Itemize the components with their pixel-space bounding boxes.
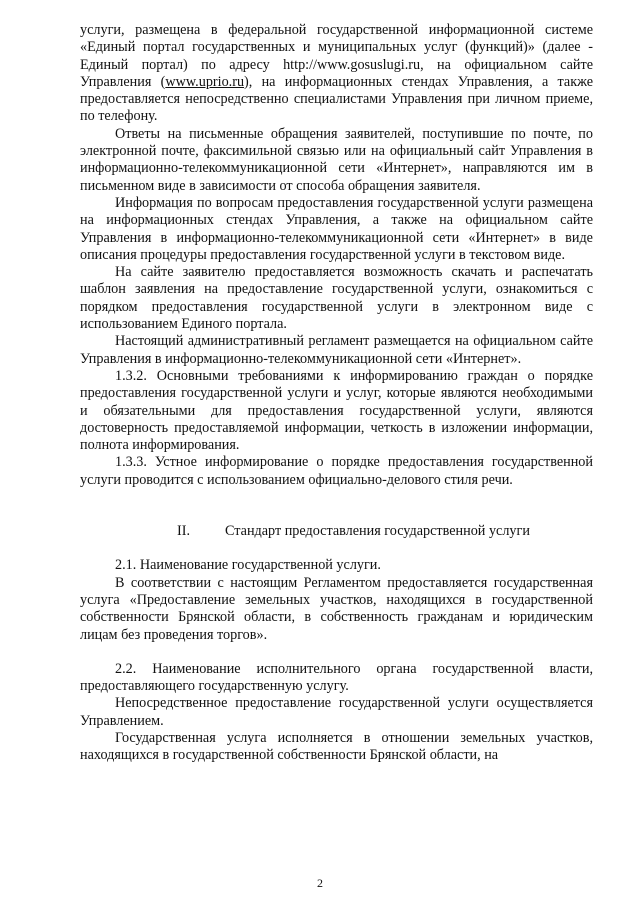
page-number: 2 — [317, 876, 323, 890]
paragraph-service-name: В соответствии с настоящим Регламентом предоставляется государственная услуга «Предоставление земельных участков, находящихся в государственной собственности Брянской области, в собственность гражданам и юридическим лицам без проведения торгов». — [80, 574, 593, 643]
paragraph-2-2: 2.2. Наименование исполнительного органа государственной власти, предоставляющего государственную услугу. — [80, 660, 593, 695]
paragraph-site-template: На сайте заявителю предоставляется возможность скачать и распечатать шаблон заявления на предоставление государственной услуги, ознакомиться с порядком предоставления государственной услуги в электронном виде с использованием Единого портала. — [80, 264, 593, 333]
paragraph-1-3-2: 1.3.2. Основными требованиями к информированию граждан о порядке предоставления государственной услуги и услуг, которые являются необходимыми и обязательными для предоставления государственной услуги, являются достоверность предоставляемой информации, четкость в изложении информации, полнота информирования. — [80, 367, 593, 454]
document-page — [80, 22, 593, 765]
spacer — [80, 489, 593, 523]
spacer — [80, 644, 593, 661]
paragraph-intro-after: ), на информационных стендах Управления, а также предоставляется непосредственно специалистами Управления при личном приеме, по телефону. — [80, 73, 593, 125]
section-heading — [80, 523, 593, 540]
spacer — [80, 540, 593, 557]
site-link[interactable]: www.uprio.ru — [165, 73, 245, 90]
paragraph-land-plots: Государственная услуга исполняется в отношении земельных участков, находящихся в государственной собственности Брянской области, на — [80, 729, 593, 764]
paragraph-1-3-3: 1.3.3. Устное информирование о порядке предоставления государственной услуги проводится с использованием официально-делового стиля речи. — [80, 454, 593, 488]
paragraph-regulation-posting: Настоящий административный регламент размещается на официальном сайте Управления в информационно-телекоммуникационной сети «Интернет». — [80, 333, 593, 367]
paragraph-intro-before: услуги, размещена в федеральной государственной информационной системе «Единый портал государственных и муниципальных услуг (функций)» (далее - Единый портал) по адресу http://www.gosuslugi.ru, на официальном сайте Управления ( — [80, 22, 593, 90]
paragraph-2-1: 2.1. Наименование государственной услуги. — [115, 557, 381, 574]
section-number: II. — [177, 523, 190, 540]
paragraph-written-requests: Ответы на письменные обращения заявителей, поступившие по почте, по электронной почте, факсимильной связью или на официальный сайт Управления в информационно-телекоммуникационной сети «Интернет», направляются им в письменном виде в зависимости от способа обращения заявителя. — [80, 125, 593, 194]
paragraph-direct-provision: Непосредственное предоставление государственной услуги осуществляется Управлением. — [80, 695, 593, 729]
section-title: Стандарт предоставления государственной услуги — [225, 523, 530, 540]
paragraph-intro — [80, 22, 593, 126]
paragraph-info-stands: Информация по вопросам предоставления государственной услуги размещена на информационных стендах Управления, а также на официальном сайте Управления в информационно-телекоммуникационной сети «Интернет» в виде описания процедуры предоставления государственной услуги в текстовом виде. — [80, 194, 593, 263]
